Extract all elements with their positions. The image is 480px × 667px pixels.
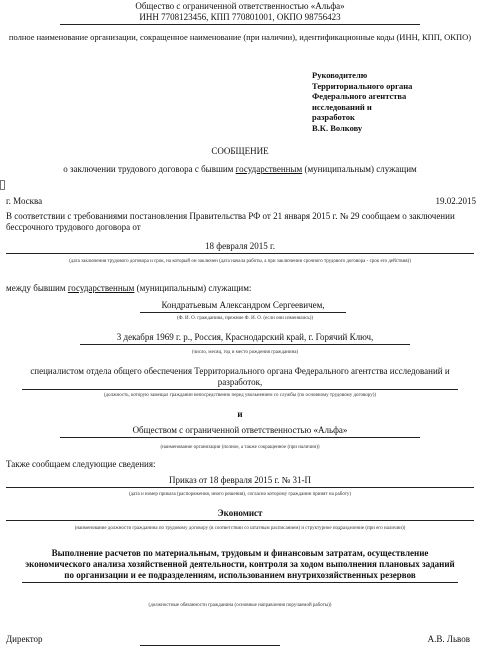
new-position: Экономист (6, 508, 474, 521)
also-text: Также сообщаем следующие сведения: (6, 459, 156, 469)
organization-codes: ИНН 7708123456, КПП 770801001, ОКПО 98756423 (60, 12, 420, 25)
signatory-name: А.В. Львов (427, 634, 470, 644)
organization-name: Общество с ограниченной ответственностью «Альфа» (135, 1, 345, 11)
job-duties: Выполнение расчетов по материальным, трудовым и финансовым затратам, осуществление экономического анализа хозяйственной деятельности, контроля за ходом выполнения плановых заданий по организации и ее подразделениям, использованием внутрихозяйственных резервов (22, 548, 458, 583)
conjunction: и (237, 409, 243, 419)
employer-caption: (наименование организации (полное, а также сокращенное (при наличии)) (160, 445, 320, 450)
signature-line (140, 645, 280, 646)
addressee-line: Федерального агентства (312, 91, 407, 101)
employee-name: Кондратьевым Александром Сергеевичем, (140, 300, 346, 313)
addressee-line: Территориального органа (312, 80, 413, 91)
employer-name: Обществом с ограниченной ответственностью «Альфа» (60, 425, 420, 438)
addressee-block (312, 70, 472, 133)
document-title: СООБЩЕНИЕ (211, 146, 269, 156)
margin-marker (0, 180, 5, 190)
employee-name-caption: (Ф. И. О. гражданина, прежние Ф. И. О. (если они изменялись)) (176, 316, 314, 321)
between-text-underlined: государственным (67, 283, 135, 293)
addressee-line: исследований и (312, 101, 372, 112)
former-position-caption: (должность, которую замещал гражданин непосредственно перед увольнением со службы (по основному трудовому договору)) (103, 393, 377, 398)
subtitle-text-before: о заключении трудового договора с бывшим (63, 164, 236, 174)
addressee-line: Руководителю (312, 70, 368, 80)
hire-order: Приказ от 18 февраля 2015 г. № 31-П (6, 475, 474, 488)
addressee-line: В.К. Волкову (312, 122, 363, 133)
between-text (6, 283, 474, 294)
organization-caption: полное наименование организации, сокращенное наименование (при наличии), идентификационные коды (ИНН, КПП, ОКПО) (8, 32, 472, 42)
intro-paragraph: В соответствии с требованиями постановления Правительства РФ от 21 января 2015 г. № 29 сообщаем о заключении бессрочного трудового договора от (6, 211, 455, 232)
document-date: 19.02.2015 (435, 196, 476, 206)
signatory-role: Директор (6, 634, 43, 644)
document-subtitle (0, 164, 480, 175)
between-text-after: (муниципальным) служащим: (134, 283, 252, 293)
addressee-line: разработок (312, 112, 355, 122)
hire-order-caption: (дата и номер приказа (распоряжения, иного решения), согласно которому гражданин принят на работу) (128, 492, 352, 497)
former-position: специалистом отдела общего обеспечения Территориального органа Федерального агентства исследований и разработок, (22, 366, 458, 390)
new-position-caption: (наименование должности гражданина по трудовому договору (в соответствии со штатным расписанием) и структурное подразделение (при его наличии)) (74, 526, 406, 531)
between-text-before: между бывшим (6, 283, 68, 293)
contract-date: 18 февраля 2015 г. (6, 241, 474, 254)
subtitle-text-underlined: государственным (235, 164, 303, 174)
employee-birth: 3 декабря 1969 г. р., Россия, Краснодарский край, г. Горячий Ключ, (80, 332, 410, 345)
subtitle-text-after: (муниципальным) служащим (302, 164, 417, 174)
document-place: г. Москва (6, 196, 43, 206)
job-duties-caption: (должностные обязанности гражданина (основные направления поручаемой работы)) (148, 603, 332, 608)
employee-birth-caption: (число, месяц, год и место рождения гражданина) (191, 350, 299, 355)
contract-date-caption: (дата заключения трудового договора и срок, на который он заключен (дата начала работы, а при заключении срочного трудового договора - срок его действия)) (69, 259, 411, 264)
